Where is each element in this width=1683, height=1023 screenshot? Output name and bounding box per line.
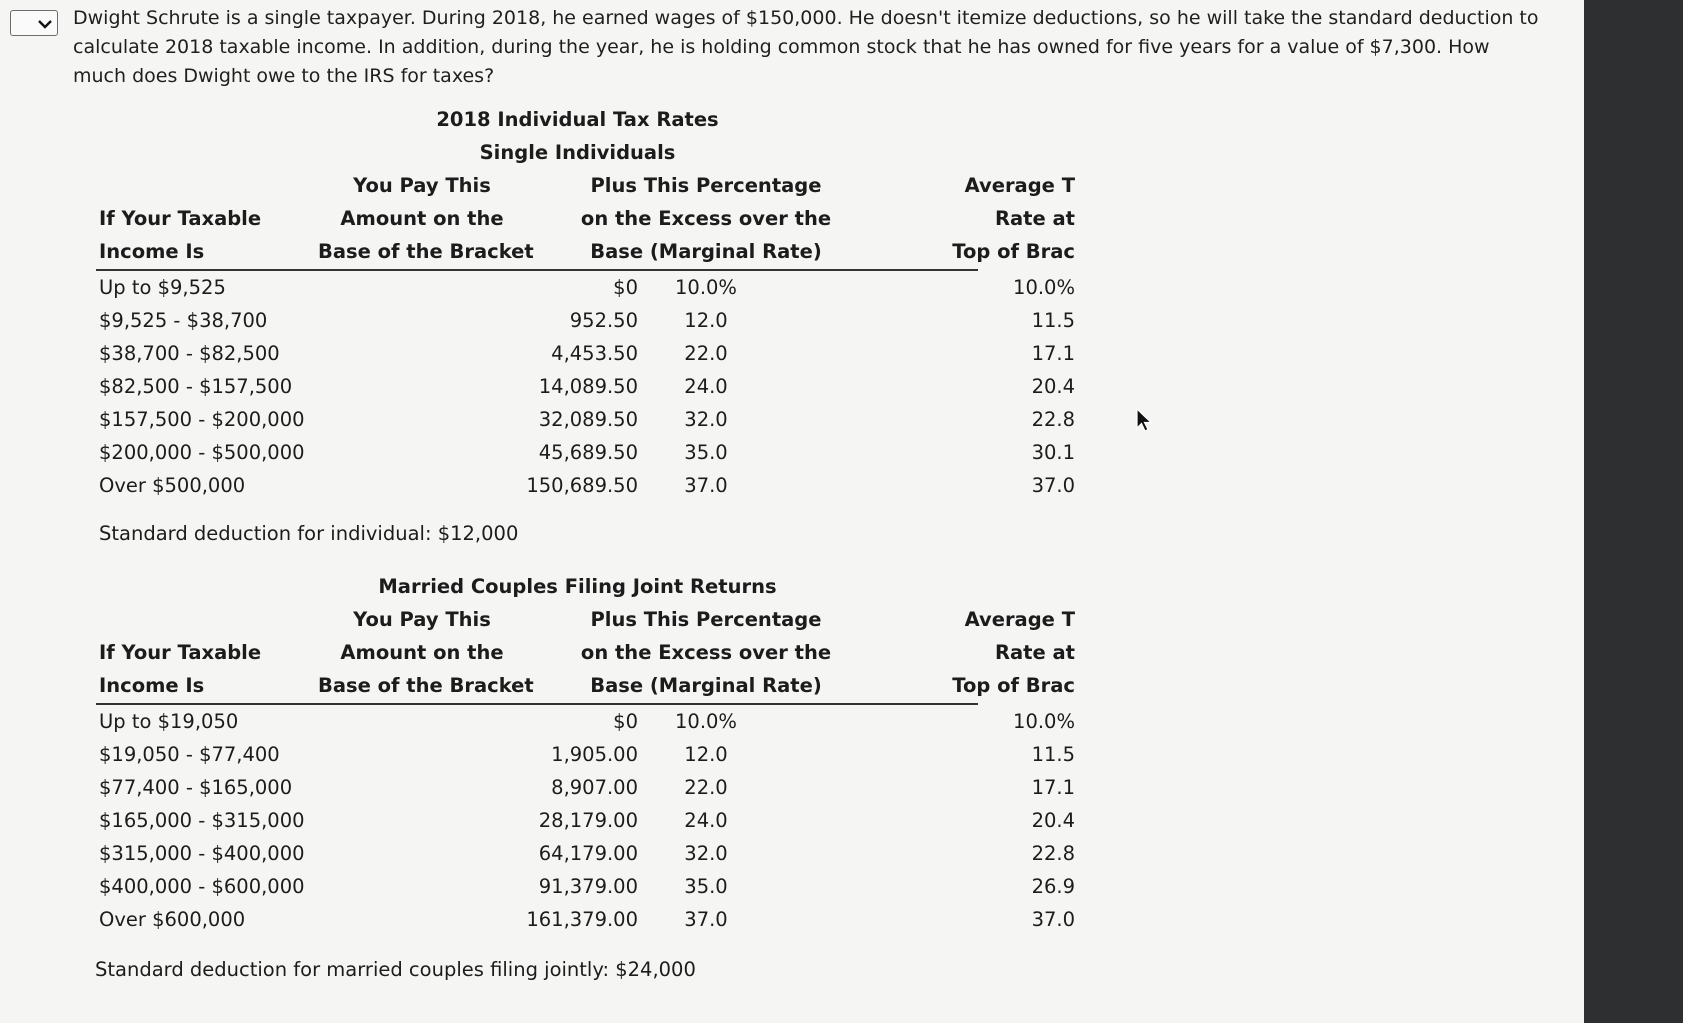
header-col1-line2: Income Is xyxy=(99,674,205,697)
average-rate: 17.1 xyxy=(1031,776,1075,799)
window-edge xyxy=(1584,0,1683,1023)
marginal-rate: 32.0 xyxy=(684,842,728,865)
base-amount: 4,453.50 xyxy=(551,342,638,365)
header-col4-line3: Top of Brac xyxy=(952,240,1075,263)
income-range: $38,700 - $82,500 xyxy=(99,342,280,365)
header-col3-line2: on the Excess over the xyxy=(580,641,832,664)
average-rate: 37.0 xyxy=(1031,908,1075,931)
average-rate: 22.8 xyxy=(1031,408,1075,431)
base-amount: 952.50 xyxy=(569,309,638,332)
header-col4-line2: Rate at xyxy=(995,641,1075,664)
header-col2-line2: Amount on the xyxy=(340,207,504,230)
marginal-rate: 10.0% xyxy=(675,710,737,733)
average-rate: 20.4 xyxy=(1031,375,1075,398)
header-col1-line2: Income Is xyxy=(99,240,205,263)
base-amount: 14,089.50 xyxy=(538,375,638,398)
header-col1-line1: If Your Taxable xyxy=(99,641,262,664)
header-col3-line3: Base (Marginal Rate) xyxy=(590,674,822,697)
header-col2-line3: Base of the Bracket xyxy=(318,674,534,697)
header-col1-line1: If Your Taxable xyxy=(99,207,262,230)
header-col4-line1: Average T xyxy=(964,608,1075,631)
collapse-dropdown[interactable] xyxy=(10,10,58,36)
base-amount: 1,905.00 xyxy=(551,743,638,766)
marginal-rate: 37.0 xyxy=(684,474,728,497)
header-col2-line2: Amount on the xyxy=(340,641,504,664)
base-amount: 161,379.00 xyxy=(526,908,638,931)
income-range: Over $500,000 xyxy=(99,474,246,497)
header-col2-line3: Base of the Bracket xyxy=(318,240,534,263)
average-rate: 10.0% xyxy=(1013,276,1075,299)
marginal-rate: 12.0 xyxy=(684,309,728,332)
header-col4-line1: Average T xyxy=(964,174,1075,197)
marginal-rate: 22.0 xyxy=(684,776,728,799)
table-title: 2018 Individual Tax Rates xyxy=(436,108,719,131)
average-rate: 11.5 xyxy=(1031,743,1075,766)
average-rate: 37.0 xyxy=(1031,474,1075,497)
marginal-rate: 24.0 xyxy=(684,375,728,398)
marginal-rate: 37.0 xyxy=(684,908,728,931)
header-col4-line2: Rate at xyxy=(995,207,1075,230)
header-col2-line1: You Pay This xyxy=(353,608,491,631)
base-amount: $0 xyxy=(613,276,638,299)
base-amount: 8,907.00 xyxy=(551,776,638,799)
header-col3-line3: Base (Marginal Rate) xyxy=(590,240,822,263)
income-range: $9,525 - $38,700 xyxy=(99,309,268,332)
average-rate: 20.4 xyxy=(1031,809,1075,832)
income-range: $200,000 - $500,000 xyxy=(99,441,305,464)
income-range: $157,500 - $200,000 xyxy=(99,408,305,431)
question-text xyxy=(73,4,1573,91)
marginal-rate: 22.0 xyxy=(684,342,728,365)
income-range: Over $600,000 xyxy=(99,908,246,931)
average-rate: 11.5 xyxy=(1031,309,1075,332)
average-rate: 22.8 xyxy=(1031,842,1075,865)
income-range: $165,000 - $315,000 xyxy=(99,809,305,832)
table-subtitle: Single Individuals xyxy=(479,141,676,164)
question-line: much does Dwight owe to the IRS for taxes? xyxy=(73,65,495,87)
income-range: $19,050 - $77,400 xyxy=(99,743,280,766)
base-amount: 32,089.50 xyxy=(538,408,638,431)
base-amount: 45,689.50 xyxy=(538,441,638,464)
average-rate: 26.9 xyxy=(1031,875,1075,898)
married-standard-deduction: Standard deduction for married couples filing jointly: $24,000 xyxy=(95,958,696,981)
base-amount: 91,379.00 xyxy=(538,875,638,898)
marginal-rate: 35.0 xyxy=(684,441,728,464)
header-col2-line1: You Pay This xyxy=(353,174,491,197)
header-col3-line2: on the Excess over the xyxy=(580,207,832,230)
average-rate: 30.1 xyxy=(1031,441,1075,464)
base-amount: 150,689.50 xyxy=(526,474,638,497)
base-amount: 28,179.00 xyxy=(538,809,638,832)
marginal-rate: 24.0 xyxy=(684,809,728,832)
single-standard-deduction: Standard deduction for individual: $12,000 xyxy=(99,522,519,545)
header-col3-line1: Plus This Percentage xyxy=(590,174,822,197)
base-amount: 64,179.00 xyxy=(538,842,638,865)
marginal-rate: 32.0 xyxy=(684,408,728,431)
income-range: $400,000 - $600,000 xyxy=(99,875,305,898)
table-title: Married Couples Filing Joint Returns xyxy=(378,575,777,598)
income-range: $77,400 - $165,000 xyxy=(99,776,293,799)
marginal-rate: 12.0 xyxy=(684,743,728,766)
marginal-rate: 35.0 xyxy=(684,875,728,898)
mouse-pointer-icon xyxy=(1136,408,1154,434)
income-range: Up to $9,525 xyxy=(99,276,226,299)
header-col3-line1: Plus This Percentage xyxy=(590,608,822,631)
header-col4-line3: Top of Brac xyxy=(952,674,1075,697)
chevron-down-icon xyxy=(38,19,52,29)
average-rate: 10.0% xyxy=(1013,710,1075,733)
question-line: Dwight Schrute is a single taxpayer. During 2018, he earned wages of $150,000. He doesn't itemize deductions, so he will take the standard deduction to xyxy=(73,7,1539,29)
base-amount: $0 xyxy=(613,710,638,733)
income-range: $82,500 - $157,500 xyxy=(99,375,293,398)
average-rate: 17.1 xyxy=(1031,342,1075,365)
question-line: calculate 2018 taxable income. In addition, during the year, he is holding common stock that he has owned for five years for a value of $7,300. How xyxy=(73,36,1490,58)
income-range: $315,000 - $400,000 xyxy=(99,842,305,865)
marginal-rate: 10.0% xyxy=(675,276,737,299)
income-range: Up to $19,050 xyxy=(99,710,239,733)
